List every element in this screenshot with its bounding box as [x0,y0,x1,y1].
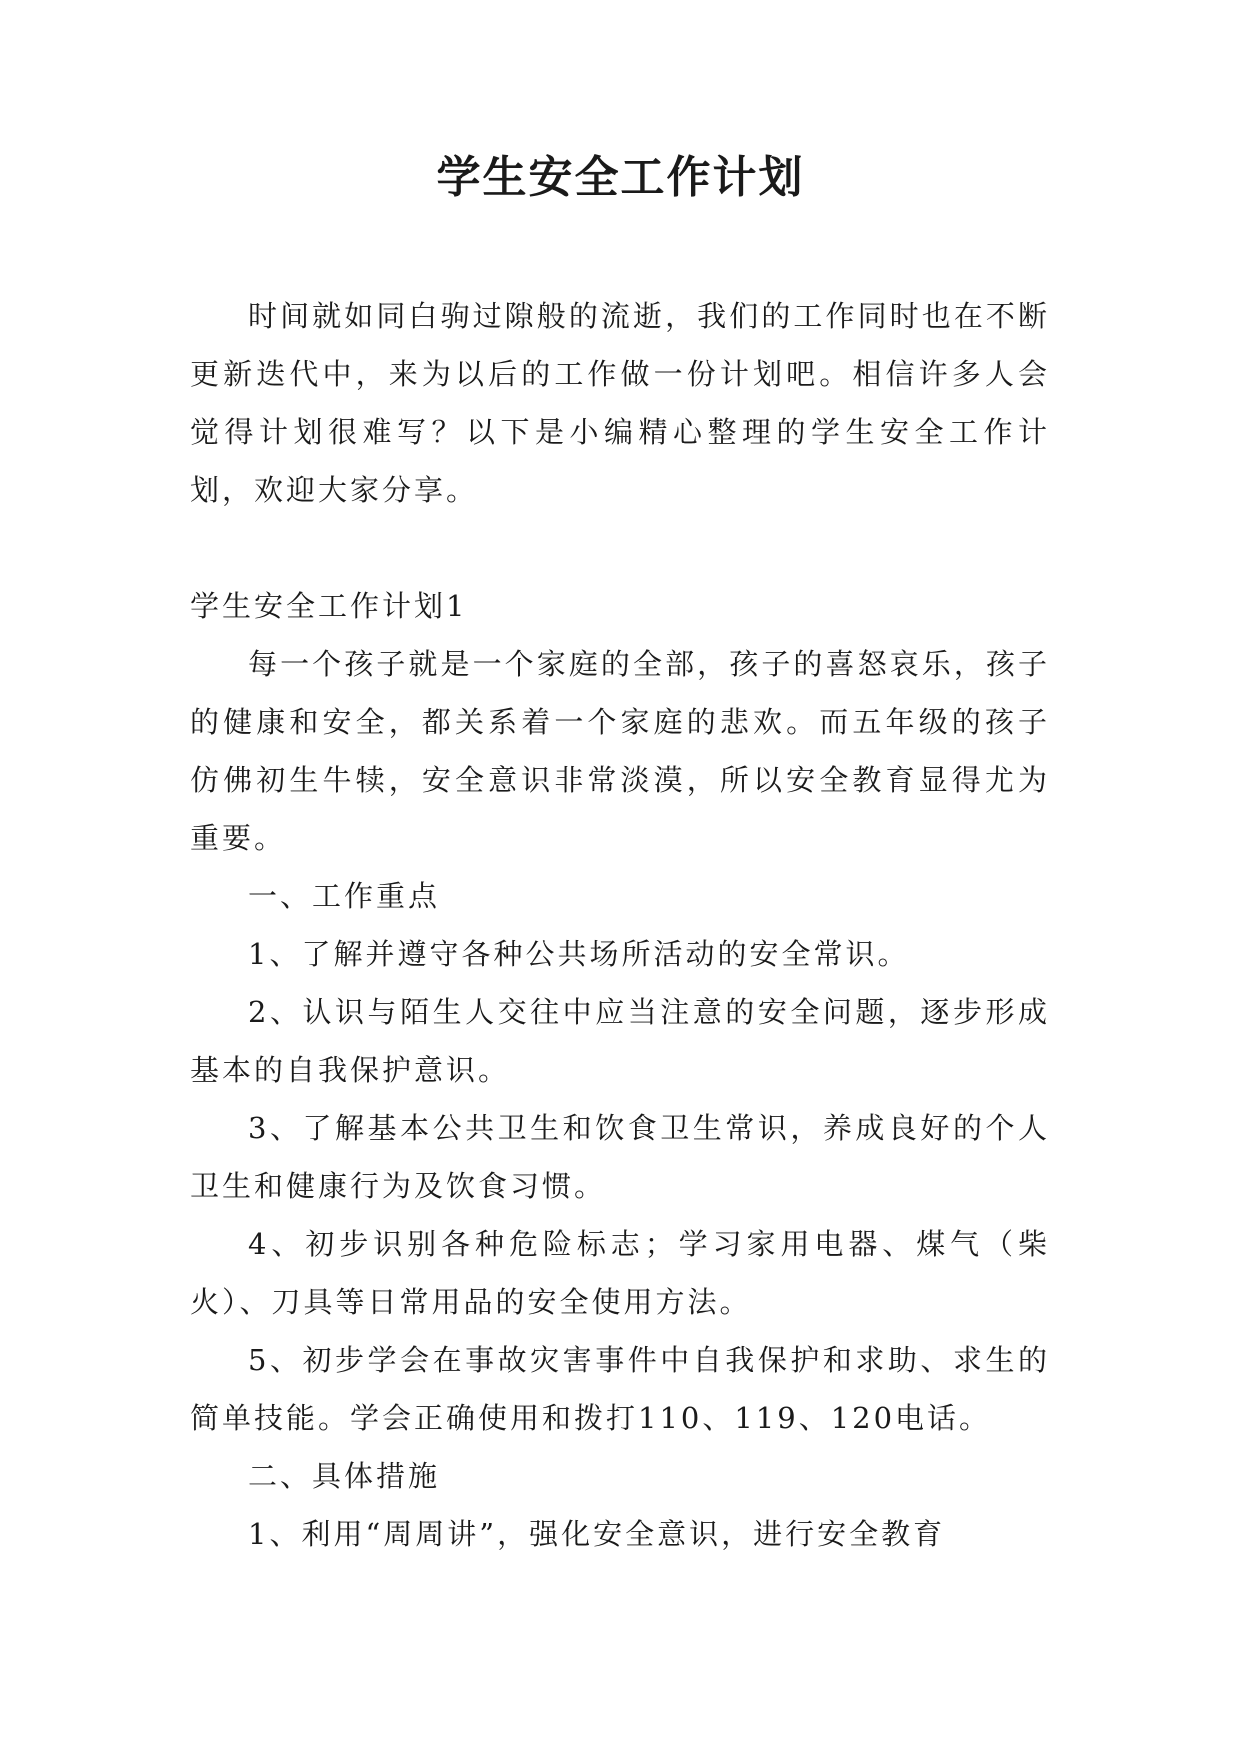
list-item: 1、了解并遵守各种公共场所活动的安全常识。 [248,937,910,971]
measure-item: 1、利用“周周讲”，强化安全意识，进行安全教育 [248,1517,946,1551]
intro-paragraph: 时间就如同白驹过隙般的流逝，我们的工作同时也在不断更新迭代中，来为以后的工作做一份计划吧。相信许多人会觉得计划很难写？以下是小编精心整理的学生安全工作计划，欢迎大家分享。 [190,299,1050,507]
part-heading-focus: 一、工作重点 [248,879,441,913]
list-item: 5、初步学会在事故灾害事件中自我保护和求助、求生的简单技能。学会正确使用和拨打110、119、120电话。 [190,1343,1050,1435]
list-item: 4、初步识别各种危险标志；学习家用电器、煤气（柴火）、刀具等日常用品的安全使用方法。 [190,1227,1050,1319]
section-intro-paragraph: 每一个孩子就是一个家庭的全部，孩子的喜怒哀乐，孩子的健康和安全，都关系着一个家庭的悲欢。而五年级的孩子仿佛初生牛犊，安全意识非常淡漠，所以安全教育显得尤为重要。 [190,647,1050,855]
section-heading: 学生安全工作计划1 [190,589,468,623]
list-item: 3、了解基本公共卫生和饮食卫生常识，养成良好的个人卫生和健康行为及饮食习惯。 [190,1111,1050,1203]
document-title: 学生安全工作计划 [436,152,805,203]
list-item: 2、认识与陌生人交往中应当注意的安全问题，逐步形成基本的自我保护意识。 [190,995,1050,1087]
document-body [190,287,1050,1563]
part-heading-measures: 二、具体措施 [248,1459,441,1493]
